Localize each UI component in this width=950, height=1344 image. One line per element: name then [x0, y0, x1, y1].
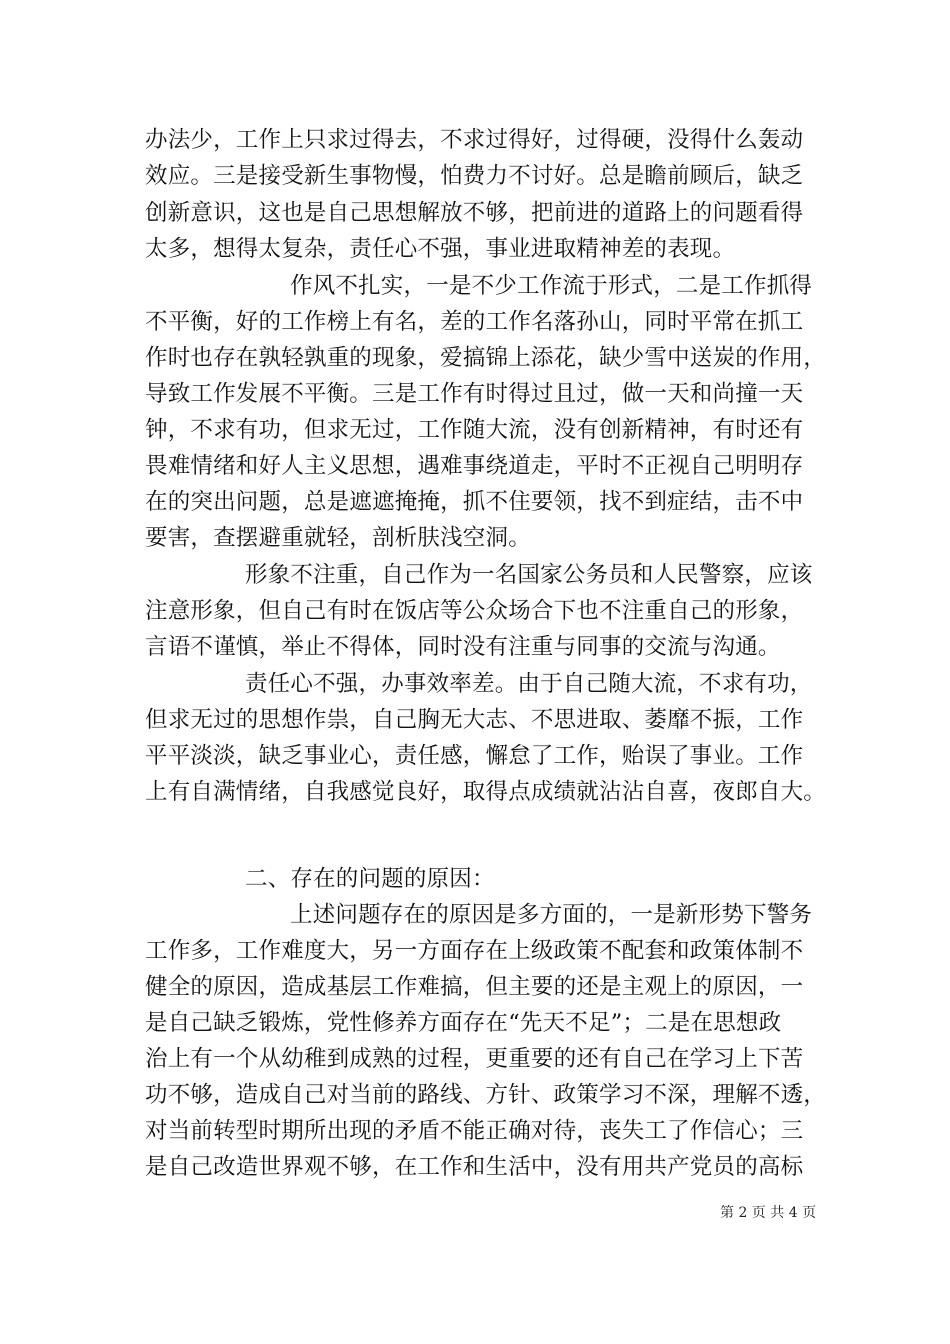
- text-line: 言语不谨慎，举止不得体，同时没有注重与同事的交流与沟通。: [145, 634, 781, 660]
- text-line: 畏难情绪和好人主义思想，遇难事绕道走，平时不正视自己明明存: [145, 453, 804, 479]
- text-line: 作时也存在孰轻孰重的现象，爱搞锦上添花，缺少雪中送炭的作用，: [145, 345, 827, 371]
- section-heading: 二、存在的问题的原因：: [245, 866, 495, 892]
- text-line: 创新意识，这也是自己思想解放不够，把前进的道路上的问题看得: [145, 200, 804, 226]
- text-line: 是自己改造世界观不够，在工作和生活中，没有用共产党员的高标: [145, 1154, 804, 1180]
- text-line: 要害，查摆避重就轻，剖析肤浅空洞。: [145, 525, 531, 551]
- text-line: 导致工作发展不平衡。三是工作有时得过且过，做一天和尚撞一天: [145, 381, 804, 407]
- text-line: 治上有一个从幼稚到成熟的过程，更重要的还有自己在学习上下苦: [145, 1046, 804, 1072]
- paragraph-first-line: 作风不扎实，一是不少工作流于形式，二是工作抓得: [290, 273, 813, 299]
- text-line: 太多，想得太复杂，责任心不强，事业进取精神差的表现。: [145, 236, 736, 262]
- paragraph-first-line: 形象不注重，自己作为一名国家公务员和人民警察，应该: [245, 562, 813, 588]
- text-line: 办法少，工作上只求过得去，不求过得好，过得硬，没得什么轰动: [145, 127, 804, 153]
- text-line: 平平淡淡，缺乏事业心，责任感，懈怠了工作，贻误了事业。工作: [145, 743, 804, 769]
- text-line: 不平衡，好的工作榜上有名，差的工作名落孙山，同时平常在抓工: [145, 309, 804, 335]
- text-line: 功不够，造成自己对当前的路线、方针、政策学习不深，理解不透，: [145, 1082, 827, 1108]
- text-line: 但求无过的思想作祟，自己胸无大志、不思进取、萎靡不振，工作: [145, 707, 804, 733]
- text-line: 对当前转型时期所出现的矛盾不能正确对待，丧失工了作信心；三: [145, 1118, 804, 1144]
- text-line: 注意形象，但自己有时在饭店等公众场合下也不注重自己的形象，: [145, 598, 804, 624]
- text-line: 是自己缺乏锻炼，党性修养方面存在“先天不足”；二是在思想政: [145, 1010, 782, 1036]
- text-line: 健全的原因，造成基层工作难搞，但主要的还是主观上的原因，一: [145, 974, 804, 1000]
- text-line: 在的突出问题，总是遮遮掩掩，抓不住要领，找不到症结，击不中: [145, 489, 804, 515]
- text-line: 效应。三是接受新生事物慢，怕费力不讨好。总是瞻前顾后，缺乏: [145, 163, 804, 189]
- text-line: 工作多，工作难度大，另一方面存在上级政策不配套和政策体制不: [145, 938, 804, 964]
- text-line: 钟，不求有功，但求无过，工作随大流，没有创新精神，有时还有: [145, 417, 804, 443]
- page-footer: 第 2 页 共 4 页: [720, 1205, 817, 1221]
- paragraph-first-line: 责任心不强，办事效率差。由于自己随大流，不求有功，: [245, 671, 813, 697]
- text-line: 上有自满情绪，自我感觉良好，取得点成绩就沾沾自喜，夜郎自大。: [145, 779, 827, 805]
- paragraph-first-line: 上述问题存在的原因是多方面的，一是新形势下警务: [290, 902, 813, 928]
